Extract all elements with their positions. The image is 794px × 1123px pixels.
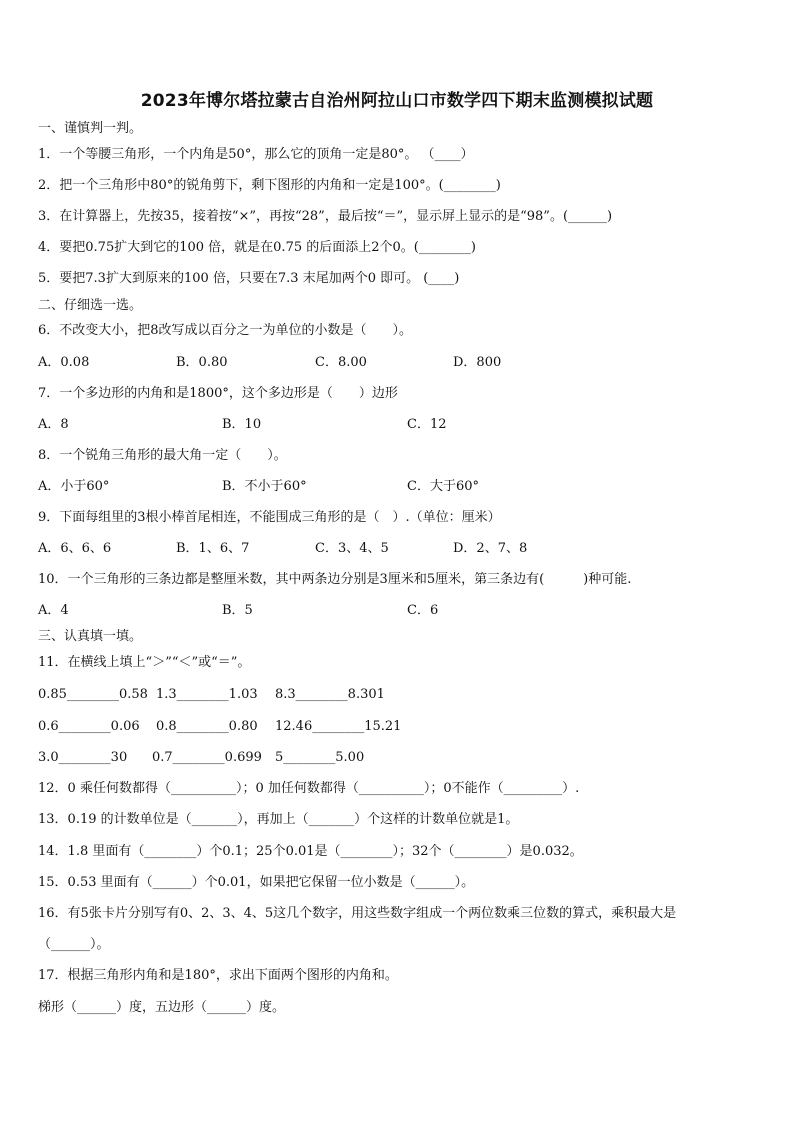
section-heading-3: 三、认真填一填。 (38, 629, 143, 644)
question-4: 4．要把0.75扩大到它的100 倍，就是在0.75 的后面添上2个0。(________) (38, 240, 476, 255)
section-heading-2: 二、仔细选一选。 (38, 298, 143, 313)
question-3: 3．在计算器上，先按35，接着按“×”，再按“28”，最后按“＝”，显示屏上显示的是“98”。(______) (38, 209, 613, 224)
option-q10-b: B．5 (222, 603, 253, 618)
section-heading-1: 一、谨慎判一判。 (38, 121, 143, 136)
option-q8-a: A．小于60° (38, 479, 110, 494)
compare-item: 0.85________0.58 (38, 687, 148, 702)
question-1: 1．一个等腰三角形，一个内角是50°，那么它的顶角一定是80°。 （____） (38, 147, 474, 162)
option-q7-c: C．12 (407, 417, 447, 432)
question-2: 2．把一个三角形中80°的锐角剪下，剩下图形的内角和一定是100°。(________) (38, 178, 501, 193)
question-13: 13．0.19 的计数单位是（_______），再加上（_______）个这样的计数单位就是1。 (38, 812, 519, 827)
option-q9-c: C．3、4、5 (315, 541, 389, 556)
option-q9-d: D．2、7、8 (453, 541, 528, 556)
option-q7-b: B．10 (222, 417, 262, 432)
option-q6-b: B．0.80 (176, 355, 228, 370)
option-q10-a: A．4 (38, 603, 69, 618)
option-q6-c: C．8.00 (315, 355, 367, 370)
compare-item: 3.0________30 (38, 750, 128, 765)
option-q8-b: B．不小于60° (222, 479, 307, 494)
compare-item: 0.7________0.699 (152, 750, 262, 765)
compare-item: 0.6________0.06 (38, 719, 140, 734)
compare-item: 12.46________15.21 (275, 719, 402, 734)
question-7: 7．一个多边形的内角和是1800°，这个多边形是（ ）边形 (38, 386, 398, 401)
option-q10-c: C．6 (407, 603, 439, 618)
question-6: 6．不改变大小，把8改写成以百分之一为单位的小数是（ ）。 (38, 323, 413, 338)
compare-item: 0.8________0.80 (156, 719, 258, 734)
question-15: 15．0.53 里面有（______）个0.01，如果把它保留一位小数是（______）。 (38, 875, 475, 890)
question-8: 8．一个锐角三角形的最大角一定（ ）。 (38, 448, 287, 463)
option-q9-b: B．1、6、7 (176, 541, 250, 556)
compare-item: 1.3________1.03 (156, 687, 258, 702)
question-16: 16．有5张卡片分别写有0、2、3、4、5这几个数字，用这些数字组成一个两位数乘三位数的算式，乘积最大是 (38, 906, 677, 921)
option-q7-a: A．8 (38, 417, 69, 432)
question-17-answer-line: 梯形（______）度，五边形（______）度。 (38, 1000, 286, 1015)
question-16-continued: （______）。 (38, 937, 110, 952)
question-17: 17．根据三角形内角和是180°，求出下面两个图形的内角和。 (38, 968, 398, 983)
question-10: 10．一个三角形的三条边都是整厘米数，其中两条边分别是3厘米和5厘米，第三条边有( )种可能. (38, 572, 632, 587)
question-14: 14．1.8 里面有（________）个0.1；25个0.01是（________）；32个（________）是0.032。 (38, 844, 583, 859)
option-q6-a: A．0.08 (38, 355, 90, 370)
page-title: 2023年博尔塔拉蒙古自治州阿拉山口市数学四下期末监测模拟试题 (140, 91, 654, 111)
question-5: 5．要把7.3扩大到原来的100 倍，只要在7.3 末尾加两个0 即可。 (____) (38, 271, 460, 286)
compare-item: 5________5.00 (275, 750, 365, 765)
option-q6-d: D．800 (453, 355, 502, 370)
compare-item: 8.3________8.301 (275, 687, 385, 702)
question-9: 9．下面每组里的3根小棒首尾相连，不能围成三角形的是（ ）.（单位：厘米） (38, 510, 501, 525)
option-q8-c: C．大于60° (407, 479, 479, 494)
option-q9-a: A．6、6、6 (38, 541, 112, 556)
question-11: 11．在横线上填上“＞”“＜”或“＝”。 (38, 655, 251, 670)
question-12: 12．0 乘任何数都得（__________）；0 加任何数都得（__________）；0不能作（_________）. (38, 781, 580, 796)
